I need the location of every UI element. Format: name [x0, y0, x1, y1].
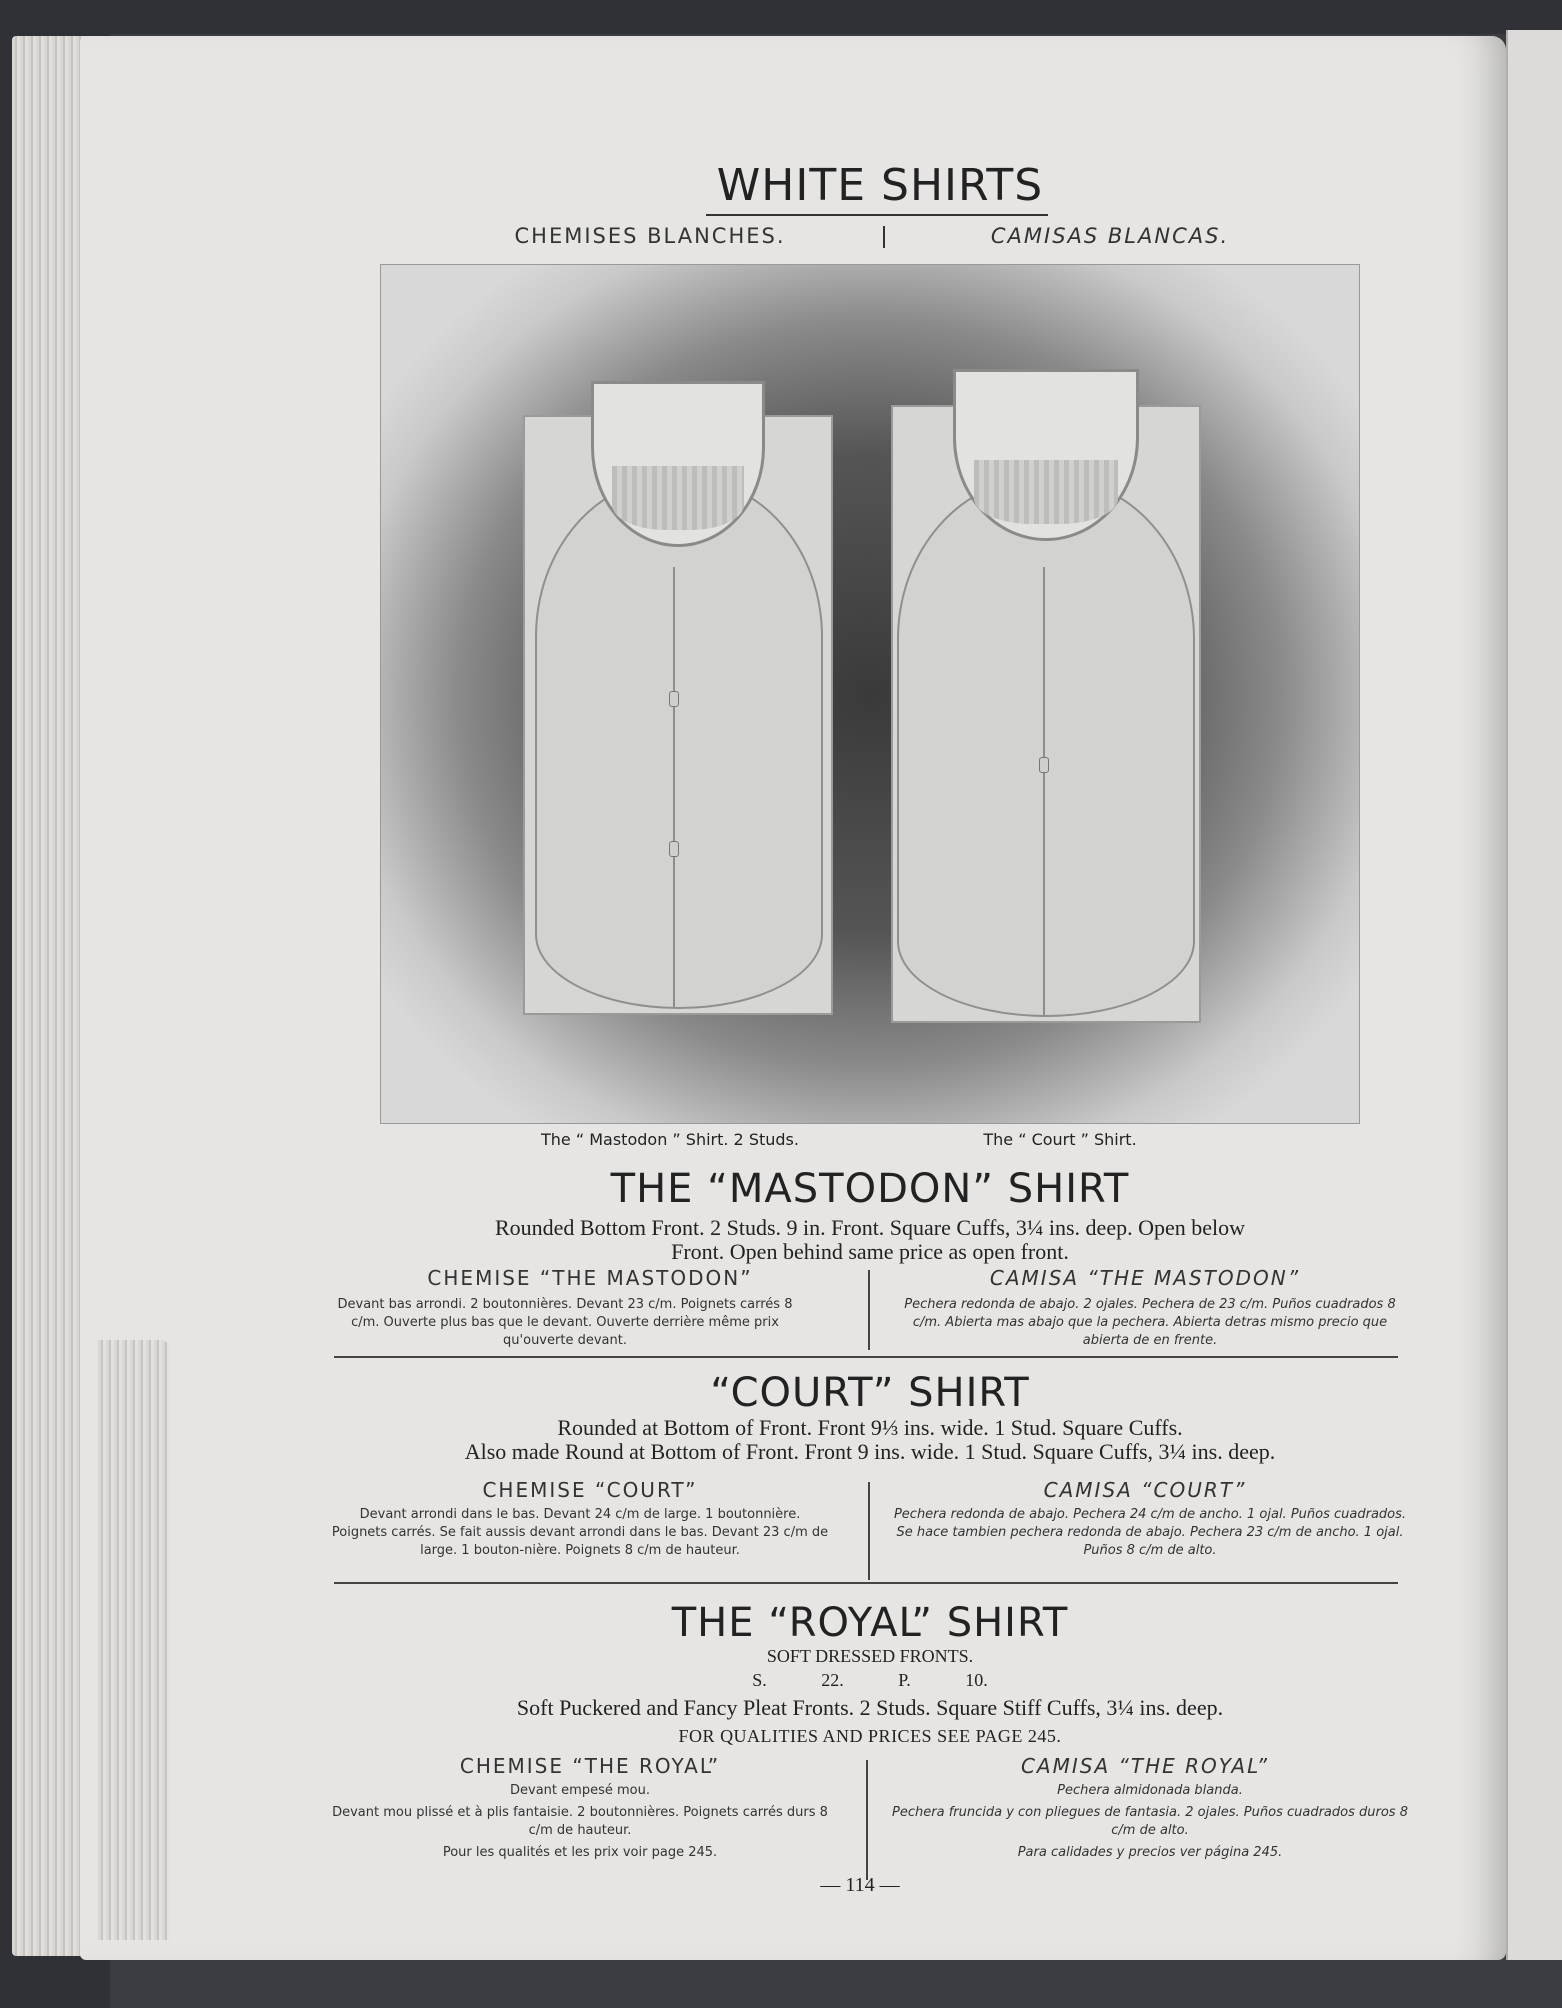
royal-spanish-text-line3: Para calidades y precios ver página 245. [1017, 1845, 1283, 1860]
royal-french-text-line1: Devant empesé mou. [510, 1783, 650, 1798]
royal-description: Soft Puckered and Fancy Pleat Fronts. 2 Studs. Square Stiff Cuffs, 3¼ ins. deep. [516, 1695, 1224, 1720]
royal-heading: THE “ROYAL” SHIRT [671, 1600, 1069, 1646]
royal-prices-note: FOR QUALITIES AND PRICES SEE PAGE 245. [678, 1726, 1062, 1746]
court-description-line1: Rounded at Bottom of Front. Front 9⅓ ins. wide. 1 Stud. Square Cuffs. [557, 1415, 1183, 1440]
shirts-photograph [380, 264, 1360, 1124]
royal-subheading: SOFT DRESSED FRONTS. [766, 1646, 974, 1666]
royal-french-text-line2: Devant mou plissé et à plis fantaisie. 2 boutonnières. Poignets carrés durs 8 c/m de hauteur. [332, 1805, 828, 1838]
book-edge-top [0, 0, 1562, 34]
section-divider [334, 1356, 1398, 1358]
column-divider [868, 1482, 870, 1580]
page-leaves-lower [98, 1340, 170, 1940]
mastodon-french-text: Devant bas arrondi. 2 boutonnières. Devant 23 c/m. Poignets carrés 8 c/m. Ouverte plus bas que le devant. Ouverte derrière même prix qu'ouverte devant. [337, 1297, 793, 1348]
mastodon-spanish-text: Pechera redonda de abajo. 2 ojales. Pechera de 23 c/m. Puños cuadrados 8 c/m. Abierta mas abajo que la pechera. Abierta detras mismo precio que abierta de en frente. [904, 1297, 1396, 1348]
royal-french-text-line3: Pour les qualités et les prix voir page 245. [442, 1845, 718, 1860]
royal-french-text [320, 1782, 840, 1862]
mastodon-spanish-heading: CAMISA “THE MASTODON” [989, 1266, 1301, 1290]
subtitle-spanish: CAMISAS BLANCAS. [990, 224, 1230, 248]
mastodon-description-line1: Rounded Bottom Front. 2 Studs. 9 in. Front. Square Cuffs, 3¼ ins. deep. Open below [494, 1215, 1246, 1240]
mastodon-description-line2: Front. Open behind same price as open front. [671, 1239, 1069, 1264]
royal-codes: S. 22. P. 10. [752, 1670, 988, 1690]
stud-icon [669, 691, 679, 707]
facing-page-edge [1506, 30, 1562, 1960]
stud-icon [669, 841, 679, 857]
royal-spanish-text [890, 1782, 1410, 1862]
court-spanish-text: Pechera redonda de abajo. Pechera 24 c/m de ancho. 1 ojal. Puños cuadrados. Se hace tambien pechera redonda de abajo. Pechera 23 c/m de ancho. 1 ojal. Puños 8 c/m de alto. [893, 1507, 1407, 1558]
court-spanish-heading: CAMISA “COURT” [1043, 1478, 1247, 1502]
photo-caption-court: The “ Court ” Shirt. [983, 1130, 1137, 1149]
court-description-line2: Also made Round at Bottom of Front. Front 9 ins. wide. 1 Stud. Square Cuffs, 3¼ ins. deep. [464, 1439, 1276, 1464]
court-shirt-image [891, 405, 1201, 1023]
court-heading: “COURT” SHIRT [710, 1370, 1030, 1416]
title-underline [706, 214, 1048, 216]
court-french-text: Devant arrondi dans le bas. Devant 24 c/m de large. 1 boutonnière. Poignets carrés. Se fait aussis devant arrondi dans le bas. Devant 23 c/m de large. 1 bouton-nière. Poignets 8 c/m de hauteur. [331, 1507, 829, 1558]
section-divider [334, 1582, 1398, 1584]
mastodon-french-heading: CHEMISE “THE MASTODON” [427, 1266, 753, 1290]
column-divider [866, 1760, 868, 1880]
stud-icon [1039, 757, 1049, 773]
royal-spanish-text-line1: Pechera almidonada blanda. [1057, 1783, 1243, 1798]
subtitle-separator [880, 224, 888, 250]
mastodon-shirt-image [523, 415, 833, 1015]
photo-caption-mastodon: The “ Mastodon ” Shirt. 2 Studs. [541, 1130, 799, 1149]
page-number: — 114 — [820, 1874, 900, 1896]
royal-spanish-text-line2: Pechera fruncida y con pliegues de fantasia. 2 ojales. Puños cuadrados duros 8 c/m de alto. [892, 1805, 1408, 1838]
royal-french-heading: CHEMISE “THE ROYAL” [459, 1754, 721, 1778]
column-divider [868, 1270, 870, 1350]
subtitle-french: CHEMISES BLANCHES. [514, 224, 786, 248]
page-title: WHITE SHIRTS [716, 160, 1044, 211]
royal-spanish-heading: CAMISA “THE ROYAL” [1020, 1754, 1270, 1778]
mastodon-heading: THE “MASTODON” SHIRT [610, 1166, 1130, 1212]
court-french-heading: CHEMISE “COURT” [482, 1478, 698, 1502]
